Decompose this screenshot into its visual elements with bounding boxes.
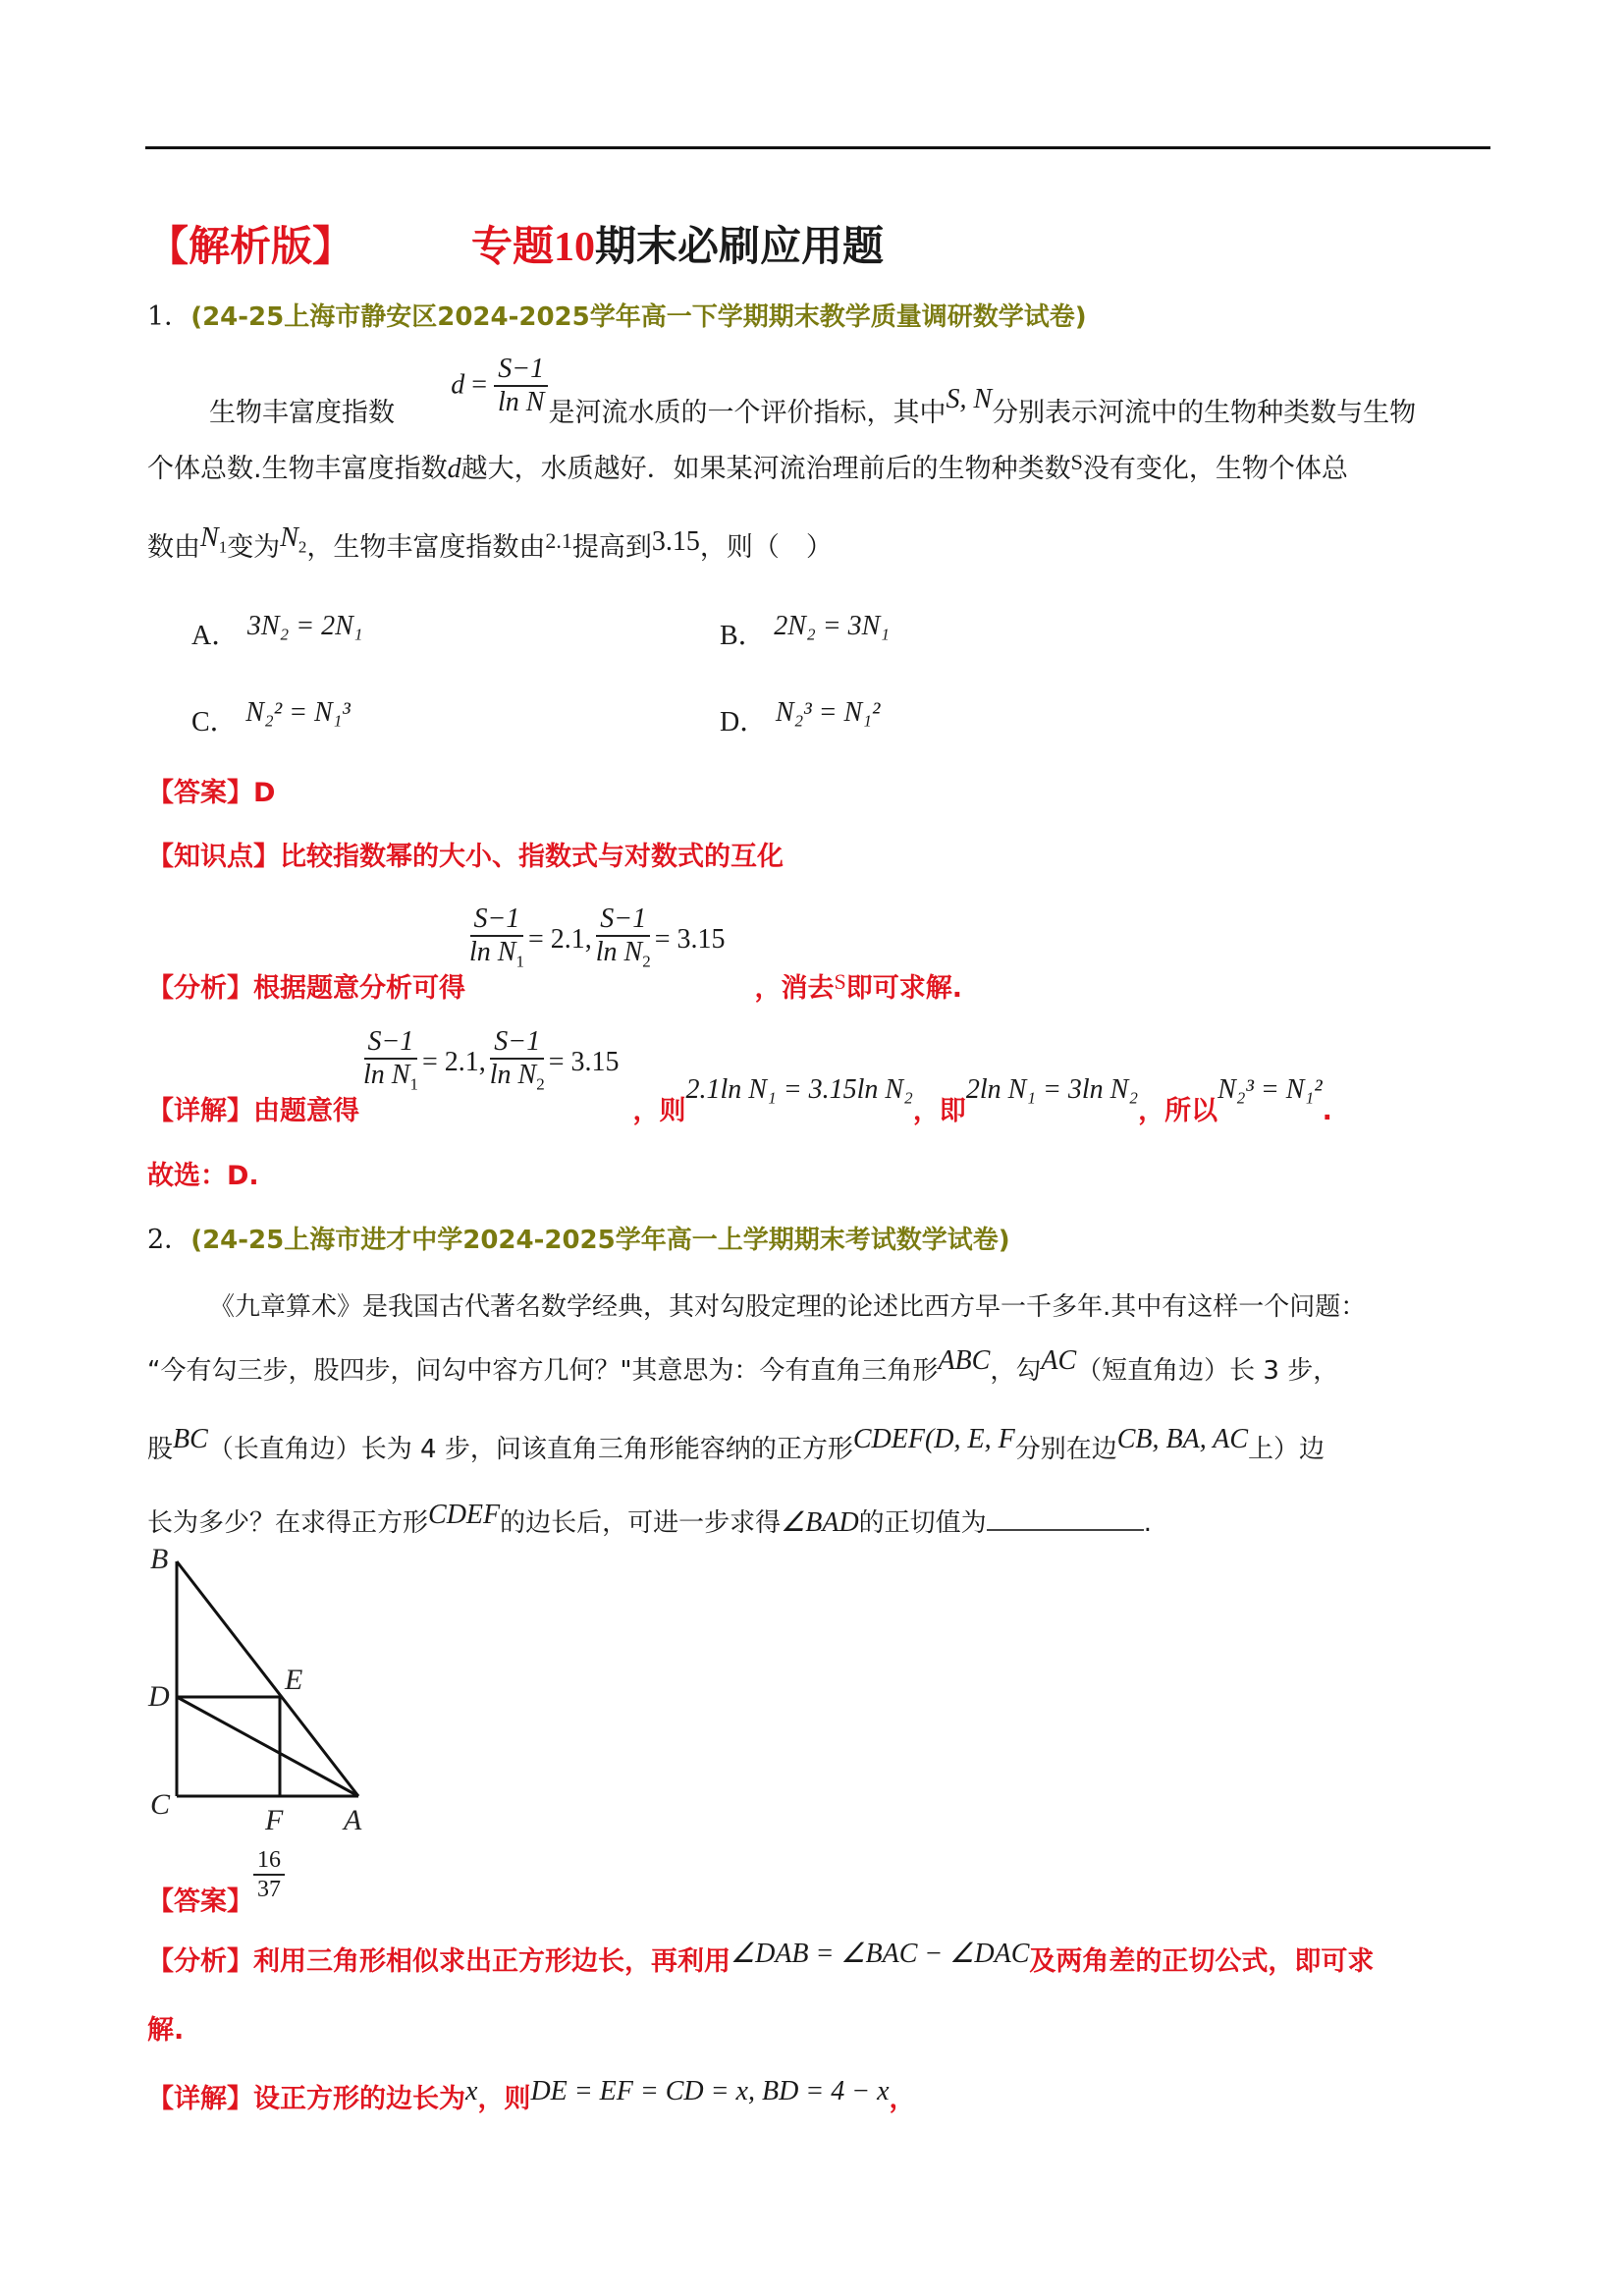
q1-text: 是河流水质的一个评价指标，其中 bbox=[548, 397, 947, 428]
q1-text: ，生物丰富度指数由 bbox=[306, 532, 546, 563]
option-label: D． bbox=[720, 707, 768, 738]
math-var: CDEF bbox=[428, 1500, 501, 1530]
analysis-text: 及两角差的正切公式，即可求 bbox=[1029, 1946, 1375, 1977]
math-var: d bbox=[447, 454, 461, 484]
fraction-numerator: S−1 bbox=[364, 1026, 418, 1060]
title-number: 10 bbox=[554, 225, 596, 270]
math-var: BC bbox=[173, 1424, 208, 1454]
label-d: D bbox=[148, 1680, 170, 1713]
q2-line-4 bbox=[147, 1500, 1152, 1539]
q1-knowledge bbox=[147, 835, 784, 873]
fraction-numerator: S−1 bbox=[470, 903, 524, 937]
q2-answer bbox=[147, 1846, 285, 1917]
fraction-denominator: 37 bbox=[257, 1877, 281, 1902]
label-c: C bbox=[150, 1788, 171, 1821]
math-var: S bbox=[834, 969, 846, 995]
detail-tag: 【详解】 bbox=[147, 2084, 253, 2114]
title-prefix: 专题 bbox=[471, 222, 555, 270]
option-expr: N₂² = N₁³ bbox=[245, 697, 351, 728]
q1-line-3 bbox=[147, 522, 833, 568]
math-value: 2.1 bbox=[545, 528, 572, 553]
detail-text: 由题意得 bbox=[253, 1096, 359, 1127]
math-expr: ∠DAB = ∠BAC − ∠DAC bbox=[730, 1939, 1030, 1969]
detail-text: ，所以 bbox=[1138, 1096, 1218, 1127]
label-a: A bbox=[344, 1804, 362, 1836]
q1-text: 提高到 bbox=[571, 532, 652, 563]
q2-text: “今有勾三步，股四步，问勾中容方几何？"其意思为：今有直角三角形 bbox=[147, 1356, 939, 1386]
version-badge: 【解析版】 bbox=[147, 222, 354, 270]
fraction bbox=[359, 1026, 422, 1101]
analysis-tag: 【分析】 bbox=[147, 1946, 253, 1977]
math-var: ABC bbox=[938, 1345, 991, 1376]
fraction-denominator: $\ln N_1$ bbox=[469, 937, 524, 971]
math-value: = 2.1, bbox=[421, 1047, 486, 1078]
q2-text: 分别在边 bbox=[1014, 1435, 1117, 1464]
option-expr: 3N₂ = 2N₁ bbox=[246, 611, 363, 641]
q1-line-1: 生物丰富度指数 d = $\frac{S-1}{\text{ln N}}$ 是河流水质的一个评价指标，其中S, N分别表示河流中的生物种类数与生物 bbox=[209, 354, 1417, 428]
q2-analysis bbox=[147, 1940, 1374, 1978]
math-var: x bbox=[465, 2076, 478, 2106]
detail-text: ， bbox=[889, 2084, 916, 2114]
q2-header bbox=[147, 1218, 1010, 1256]
q1-line-2 bbox=[147, 447, 1348, 485]
math-var: CDEF(D, E, F bbox=[852, 1424, 1015, 1454]
answer-tag: 【答案】 bbox=[147, 778, 253, 808]
math-var: S bbox=[1070, 450, 1083, 474]
q2-text: 长为多少？在求得正方形 bbox=[147, 1508, 429, 1538]
option-expr: 2N₂ = 3N₁ bbox=[774, 611, 890, 641]
math-expr: DE = EF = CD = x, BD = 4 − x bbox=[530, 2076, 890, 2106]
detail-tag: 【详解】 bbox=[147, 1096, 253, 1127]
q1-conclusion: 故选：D. bbox=[147, 1161, 259, 1191]
math-var: AC bbox=[1041, 1345, 1077, 1376]
q1-detail bbox=[147, 1026, 1332, 1127]
q2-text: . bbox=[1143, 1508, 1152, 1538]
analysis-text: 即可求解. bbox=[845, 973, 963, 1005]
q2-text: （短直角边）长 3 步， bbox=[1076, 1356, 1339, 1386]
fraction-numerator: S−1 bbox=[494, 354, 548, 387]
knowledge-text: 比较指数幂的大小、指数式与对数式的互化 bbox=[280, 842, 784, 872]
answer-tag: 【答案】 bbox=[147, 1886, 253, 1917]
q2-number: 2． bbox=[147, 1225, 191, 1255]
math-N1: $N_1$ bbox=[200, 522, 228, 557]
math-var-d: d bbox=[451, 369, 465, 401]
analysis-text: 根据题意分析可得 bbox=[253, 973, 465, 1005]
option-expr: N₂³ = N₁² bbox=[775, 697, 881, 728]
triangle-figure bbox=[142, 1547, 378, 1841]
math-value: = 2.1, bbox=[527, 924, 592, 956]
fraction bbox=[465, 903, 528, 978]
math-expr: N₂³ = N₁² bbox=[1217, 1074, 1323, 1106]
answer-blank[interactable] bbox=[987, 1507, 1144, 1531]
q2-text: 的正切值为 bbox=[858, 1508, 987, 1538]
math-value: = 3.15 bbox=[548, 1047, 620, 1078]
q1-text: ，则（ ） bbox=[699, 532, 833, 563]
detail-text: . bbox=[1322, 1096, 1332, 1127]
analysis-tag: 【分析】 bbox=[147, 973, 253, 1005]
q1-answer bbox=[147, 771, 275, 809]
q1-text: 越大，水质越好．如果某河流治理前后的生物种类数 bbox=[460, 454, 1071, 484]
q2-detail bbox=[147, 2077, 916, 2115]
option-label: C． bbox=[191, 707, 238, 738]
math-var: CB, BA, AC bbox=[1116, 1424, 1249, 1454]
fraction bbox=[592, 903, 655, 978]
header-rule bbox=[145, 146, 1490, 149]
page-title bbox=[147, 214, 884, 273]
label-e: E bbox=[285, 1664, 303, 1696]
q2-line-2 bbox=[147, 1345, 1339, 1387]
fraction-denominator: $\ln N_2$ bbox=[595, 937, 651, 971]
knowledge-tag: 【知识点】 bbox=[147, 842, 280, 872]
fraction-d bbox=[494, 354, 548, 418]
math-N2: $N_2$ bbox=[280, 522, 307, 557]
detail-text: 设正方形的边长为 bbox=[253, 2084, 465, 2114]
title-text: 期末必刷应用题 bbox=[595, 222, 885, 270]
fraction-numerator: 16 bbox=[253, 1846, 285, 1876]
q1-text: 数由 bbox=[147, 532, 200, 563]
fraction-numerator: S−1 bbox=[490, 1026, 544, 1060]
answer-value: D bbox=[253, 778, 276, 808]
analysis-text: ，消去 bbox=[754, 973, 835, 1005]
q2-text: 的边长后，可进一步求得 bbox=[500, 1508, 782, 1538]
math-expr: 2.1ln N₁ = 3.15ln N₂ bbox=[685, 1074, 913, 1106]
fraction-denominator: $\ln N_2$ bbox=[489, 1060, 545, 1094]
q2-text: 上）边 bbox=[1248, 1435, 1325, 1464]
analysis-text: 利用三角形相似求出正方形边长，再利用 bbox=[253, 1946, 730, 1977]
math-value: = 3.15 bbox=[654, 924, 726, 956]
option-label: B． bbox=[720, 621, 766, 651]
q1-analysis bbox=[147, 903, 963, 1005]
option-c[interactable] bbox=[191, 697, 351, 739]
detail-text: ，则 bbox=[632, 1096, 686, 1127]
q1-header bbox=[147, 295, 1087, 333]
math-value: 3.15 bbox=[651, 526, 700, 557]
q1-text: 没有变化，生物个体总 bbox=[1082, 454, 1348, 484]
q1-source: (24-25上海市静安区2024-2025学年高一下学期期末教学质量调研数学试卷) bbox=[190, 302, 1087, 332]
q1-text: 分别表示河流中的生物种类数与生物 bbox=[992, 397, 1417, 428]
q1-text: 个体总数.生物丰富度指数 bbox=[147, 454, 448, 484]
answer-fraction bbox=[253, 1846, 285, 1903]
detail-text: ，则 bbox=[477, 2084, 531, 2114]
side-ba bbox=[177, 1561, 358, 1796]
math-expr: 2ln N₁ = 3ln N₂ bbox=[965, 1074, 1139, 1106]
q2-text: （长直角边）长为 4 步，问该直角三角形能容纳的正方形 bbox=[207, 1435, 853, 1464]
q2-source: (24-25上海市进才中学2024-2025学年高一上学期期末考试数学试卷) bbox=[190, 1226, 1010, 1255]
q1-number: 1． bbox=[147, 301, 191, 332]
q2-line-3 bbox=[147, 1424, 1325, 1465]
detail-text: ，即 bbox=[912, 1096, 966, 1127]
segment-da bbox=[177, 1697, 358, 1796]
q2-analysis-cont: 解. bbox=[147, 2015, 185, 2046]
option-b[interactable] bbox=[720, 611, 890, 653]
q1-text: 生物丰富度指数 bbox=[209, 397, 395, 428]
fraction-numerator: S−1 bbox=[596, 903, 650, 937]
fraction bbox=[486, 1026, 549, 1101]
option-d[interactable] bbox=[720, 697, 881, 739]
label-f: F bbox=[265, 1804, 284, 1836]
q2-text: 股 bbox=[147, 1435, 174, 1464]
fraction-denominator: $\ln N_1$ bbox=[363, 1060, 418, 1094]
fraction-denominator: ln N bbox=[497, 387, 545, 417]
option-a[interactable] bbox=[191, 611, 363, 653]
q2-line-1: 《九章算术》是我国古代著名数学经典，其对勾股定理的论述比西方早一千多年.其中有这样一个问题： bbox=[209, 1292, 1367, 1322]
math-vars: S, N bbox=[946, 383, 993, 414]
q1-text: 变为 bbox=[227, 532, 281, 563]
q2-text: ，勾 bbox=[990, 1356, 1042, 1386]
option-label: A． bbox=[191, 621, 240, 651]
label-b: B bbox=[150, 1547, 169, 1575]
math-var: ∠BAD bbox=[781, 1507, 859, 1538]
